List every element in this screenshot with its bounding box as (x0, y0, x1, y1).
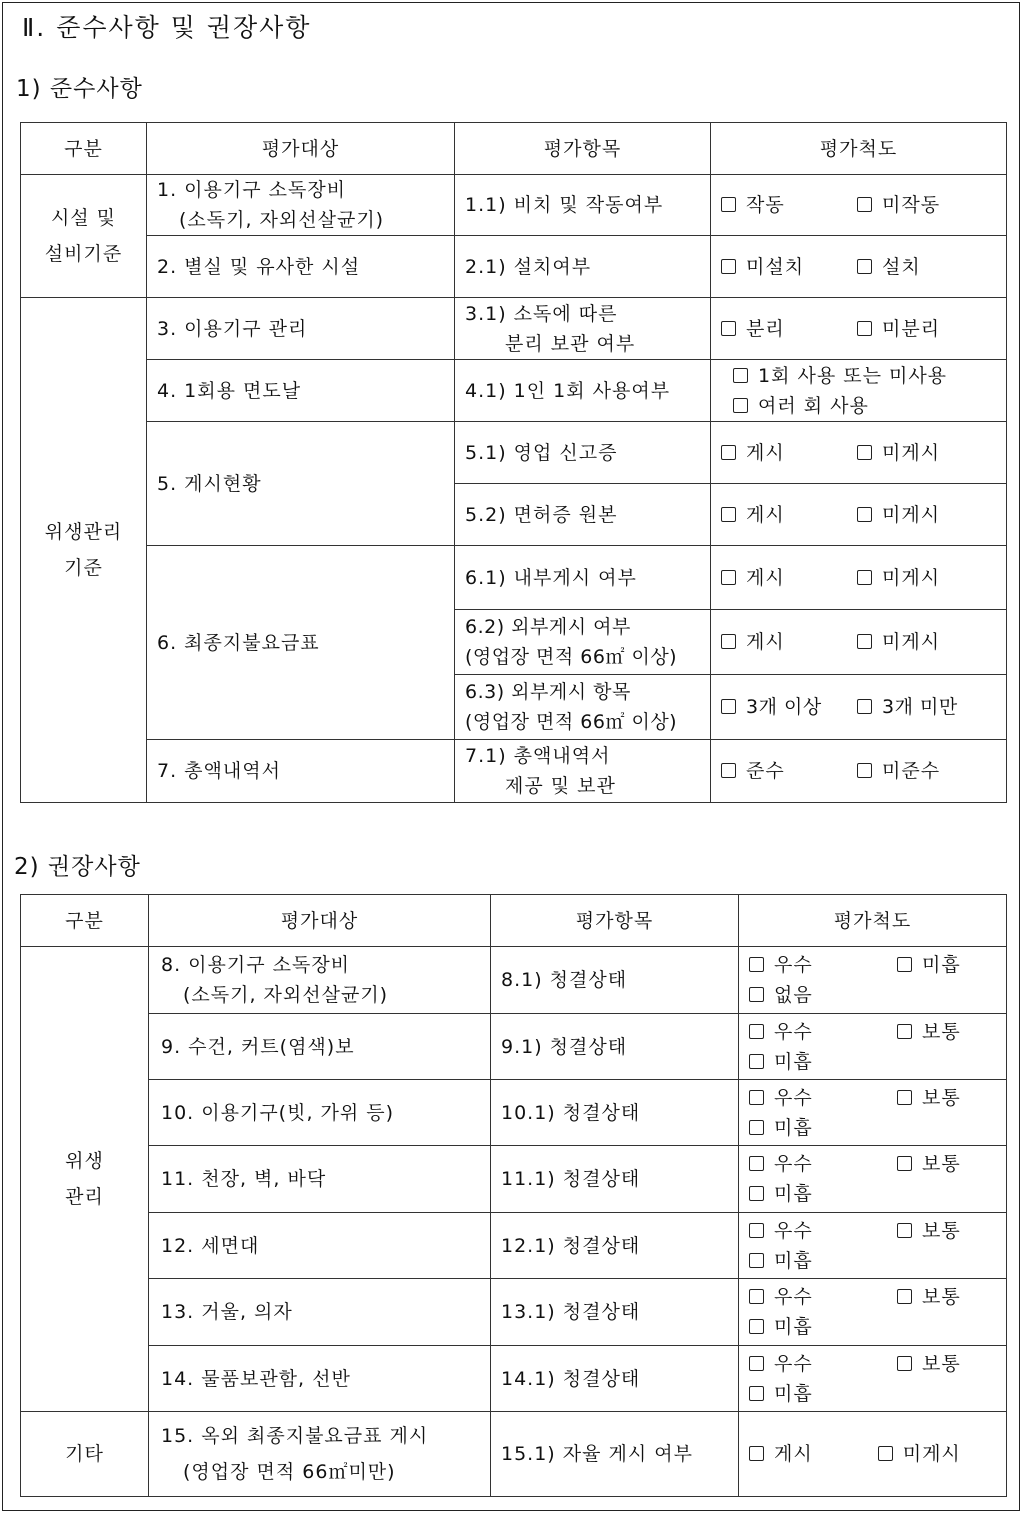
checkbox-icon (897, 1024, 912, 1039)
target-cell: 7. 총액내역서 (147, 740, 455, 803)
target-cell: 2. 별실 및 유사한 시설 (147, 236, 455, 298)
header-target: 평가대상 (147, 123, 455, 175)
header-category: 구분 (21, 895, 149, 947)
checkbox-option[interactable]: 미게시 (857, 500, 993, 530)
scale-cell (739, 1412, 1007, 1497)
checkbox-icon (749, 1319, 764, 1334)
checkbox-icon (897, 1289, 912, 1304)
group-etc: 기타 (21, 1412, 149, 1497)
target-cell: 11. 천장, 벽, 바닥 (149, 1146, 491, 1213)
checkbox-icon (878, 1446, 893, 1461)
checkbox-icon (749, 1024, 764, 1039)
checkbox-option[interactable]: 보통 (897, 1149, 996, 1179)
group-hygiene: 위생 관리 (21, 947, 149, 1412)
checkbox-option[interactable]: 미흡 (749, 1113, 897, 1143)
checkbox-icon (733, 398, 748, 413)
table-row (21, 236, 1007, 298)
checkbox-icon (749, 1253, 764, 1268)
checkbox-icon (749, 1386, 764, 1401)
checkbox-icon (897, 1223, 912, 1238)
checkbox-option[interactable]: 3개 이상 (721, 692, 857, 722)
table-row (21, 175, 1007, 236)
table-row (21, 1346, 1007, 1412)
checkbox-icon (721, 507, 736, 522)
checkbox-option[interactable]: 게시 (721, 438, 857, 468)
checkbox-option[interactable]: 우수 (749, 1017, 897, 1047)
checkbox-icon (721, 763, 736, 778)
checkbox-option[interactable]: 미분리 (857, 314, 993, 344)
section-heading-compliance: 1) 준수사항 (16, 76, 143, 102)
checkbox-option[interactable]: 미흡 (897, 950, 996, 980)
item-cell: 6.1) 내부게시 여부 (455, 546, 711, 610)
checkbox-icon (721, 699, 736, 714)
item-cell: 6.2) 외부게시 여부 (영업장 면적 66㎡ 이상) (455, 610, 711, 675)
scale-cell (711, 175, 1007, 236)
scale-cell (711, 610, 1007, 675)
checkbox-icon (721, 634, 736, 649)
table-row (21, 1080, 1007, 1146)
checkbox-icon (857, 507, 872, 522)
table-row (21, 1014, 1007, 1080)
item-cell: 6.3) 외부게시 항목 (영업장 면적 66㎡ 이상) (455, 675, 711, 740)
checkbox-icon (749, 1223, 764, 1238)
scale-cell (711, 675, 1007, 740)
compliance-table (20, 122, 1007, 803)
table-row (21, 422, 1007, 484)
item-cell: 1.1) 비치 및 작동여부 (455, 175, 711, 236)
target-cell: 10. 이용기구(빗, 가위 등) (149, 1080, 491, 1146)
checkbox-option[interactable]: 분리 (721, 314, 857, 344)
page-title: Ⅱ. 준수사항 및 권장사항 (22, 13, 312, 42)
checkbox-option[interactable]: 우수 (749, 1282, 897, 1312)
checkbox-option[interactable]: 보통 (897, 1349, 996, 1379)
checkbox-option[interactable]: 작동 (721, 190, 857, 220)
item-cell: 15.1) 자율 게시 여부 (491, 1412, 739, 1497)
checkbox-option[interactable]: 게시 (749, 1439, 878, 1469)
checkbox-option[interactable]: 미흡 (749, 1379, 897, 1409)
table-row (21, 947, 1007, 1014)
scale-cell (739, 1346, 1007, 1412)
target-cell: 1. 이용기구 소독장비 (소독기, 자외선살균기) (147, 175, 455, 236)
header-target: 평가대상 (149, 895, 491, 947)
checkbox-option[interactable]: 준수 (721, 756, 857, 786)
target-cell: 4. 1회용 면도날 (147, 360, 455, 422)
checkbox-option[interactable]: 보통 (897, 1282, 996, 1312)
checkbox-option[interactable]: 우수 (749, 950, 897, 980)
recommended-table (20, 894, 1007, 1497)
scale-cell (711, 298, 1007, 360)
checkbox-icon (749, 1156, 764, 1171)
table-header-row (21, 895, 1007, 947)
checkbox-icon (897, 1356, 912, 1371)
checkbox-icon (857, 445, 872, 460)
checkbox-icon (733, 368, 748, 383)
target-cell: 3. 이용기구 관리 (147, 298, 455, 360)
checkbox-icon (749, 1054, 764, 1069)
checkbox-icon (857, 634, 872, 649)
table-row (21, 1213, 1007, 1279)
checkbox-option[interactable]: 3개 미만 (857, 692, 993, 722)
checkbox-option[interactable]: 게시 (721, 563, 857, 593)
checkbox-icon (897, 1090, 912, 1105)
scale-cell (711, 546, 1007, 610)
table-row (21, 1146, 1007, 1213)
checkbox-option[interactable]: 미흡 (749, 1179, 897, 1209)
checkbox-icon (857, 259, 872, 274)
table-row (21, 740, 1007, 803)
checkbox-option[interactable]: 미설치 (721, 252, 857, 282)
table-row (21, 1412, 1007, 1497)
table-row (21, 298, 1007, 360)
checkbox-option[interactable]: 1회 사용 또는 미사용 (733, 361, 996, 391)
checkbox-icon (857, 763, 872, 778)
checkbox-icon (857, 197, 872, 212)
checkbox-option[interactable]: 우수 (749, 1083, 897, 1113)
target-cell: 12. 세면대 (149, 1213, 491, 1279)
header-item: 평가항목 (491, 895, 739, 947)
checkbox-icon (749, 957, 764, 972)
item-cell: 8.1) 청결상태 (491, 947, 739, 1014)
scale-cell (739, 1080, 1007, 1146)
checkbox-icon (857, 321, 872, 336)
checkbox-icon (749, 1446, 764, 1461)
checkbox-option[interactable]: 게시 (721, 627, 857, 657)
target-cell: 9. 수건, 커트(염색)보 (149, 1014, 491, 1080)
checkbox-option[interactable]: 우수 (749, 1349, 897, 1379)
checkbox-icon (721, 445, 736, 460)
item-cell: 14.1) 청결상태 (491, 1346, 739, 1412)
checkbox-icon (749, 1356, 764, 1371)
header-scale: 평가척도 (711, 123, 1007, 175)
item-cell: 11.1) 청결상태 (491, 1146, 739, 1213)
checkbox-icon (721, 570, 736, 585)
checkbox-option[interactable]: 미게시 (857, 627, 993, 657)
checkbox-option[interactable]: 미게시 (878, 1439, 996, 1469)
checkbox-icon (857, 570, 872, 585)
target-cell: 13. 거울, 의자 (149, 1279, 491, 1346)
checkbox-icon (749, 1186, 764, 1201)
checkbox-icon (749, 1090, 764, 1105)
header-scale: 평가척도 (739, 895, 1007, 947)
scale-cell (711, 236, 1007, 298)
checkbox-option[interactable]: 미흡 (749, 1312, 897, 1342)
checkbox-icon (749, 987, 764, 1002)
scale-cell (739, 1146, 1007, 1213)
target-cell: 6. 최종지불요금표 (147, 546, 455, 740)
item-cell: 5.2) 면허증 원본 (455, 484, 711, 546)
checkbox-option[interactable]: 우수 (749, 1216, 897, 1246)
scale-cell (739, 947, 1007, 1014)
checkbox-option[interactable]: 보통 (897, 1216, 996, 1246)
checkbox-icon (721, 259, 736, 274)
checkbox-icon (721, 197, 736, 212)
checkbox-icon (749, 1120, 764, 1135)
checkbox-option[interactable]: 미흡 (749, 1246, 897, 1276)
checkbox-icon (897, 957, 912, 972)
item-cell: 4.1) 1인 1회 사용여부 (455, 360, 711, 422)
target-cell: 15. 옥외 최종지불요금표 게시 (영업장 면적 66㎡미만) (149, 1412, 491, 1497)
table-row (21, 1279, 1007, 1346)
checkbox-icon (721, 321, 736, 336)
header-item: 평가항목 (455, 123, 711, 175)
group-facility: 시설 및 설비기준 (21, 175, 147, 298)
scale-cell (711, 360, 1007, 422)
checkbox-icon (857, 699, 872, 714)
scale-cell (739, 1213, 1007, 1279)
item-cell: 2.1) 설치여부 (455, 236, 711, 298)
checkbox-option[interactable]: 미게시 (857, 563, 993, 593)
checkbox-option[interactable]: 보통 (897, 1083, 996, 1113)
checkbox-option[interactable]: 우수 (749, 1149, 897, 1179)
table-header-row (21, 123, 1007, 175)
checkbox-option[interactable]: 게시 (721, 500, 857, 530)
item-cell: 7.1) 총액내역서 제공 및 보관 (455, 740, 711, 803)
checkbox-option[interactable]: 미흡 (749, 1047, 897, 1077)
checkbox-icon (749, 1289, 764, 1304)
scale-cell (739, 1279, 1007, 1346)
checkbox-option[interactable]: 미준수 (857, 756, 993, 786)
section-heading-recommended: 2) 권장사항 (14, 854, 141, 880)
checkbox-option[interactable]: 보통 (897, 1017, 996, 1047)
item-cell: 9.1) 청결상태 (491, 1014, 739, 1080)
scale-cell (711, 484, 1007, 546)
scale-cell (711, 422, 1007, 484)
item-cell: 3.1) 소독에 따른 분리 보관 여부 (455, 298, 711, 360)
item-cell: 12.1) 청결상태 (491, 1213, 739, 1279)
target-cell: 5. 게시현황 (147, 422, 455, 546)
checkbox-option[interactable]: 미게시 (857, 438, 993, 468)
header-category: 구분 (21, 123, 147, 175)
item-cell: 5.1) 영업 신고증 (455, 422, 711, 484)
checkbox-option[interactable]: 없음 (749, 980, 897, 1010)
table-row (21, 546, 1007, 610)
item-cell: 13.1) 청결상태 (491, 1279, 739, 1346)
group-hygiene: 위생관리 기준 (21, 298, 147, 803)
target-cell: 8. 이용기구 소독장비 (소독기, 자외선살균기) (149, 947, 491, 1014)
target-cell: 14. 물품보관함, 선반 (149, 1346, 491, 1412)
checkbox-option[interactable]: 여러 회 사용 (733, 391, 996, 421)
item-cell: 10.1) 청결상태 (491, 1080, 739, 1146)
checkbox-option[interactable]: 설치 (857, 252, 993, 282)
checkbox-icon (897, 1156, 912, 1171)
checkbox-option[interactable]: 미작동 (857, 190, 993, 220)
table-row (21, 360, 1007, 422)
scale-cell (711, 740, 1007, 803)
scale-cell (739, 1014, 1007, 1080)
